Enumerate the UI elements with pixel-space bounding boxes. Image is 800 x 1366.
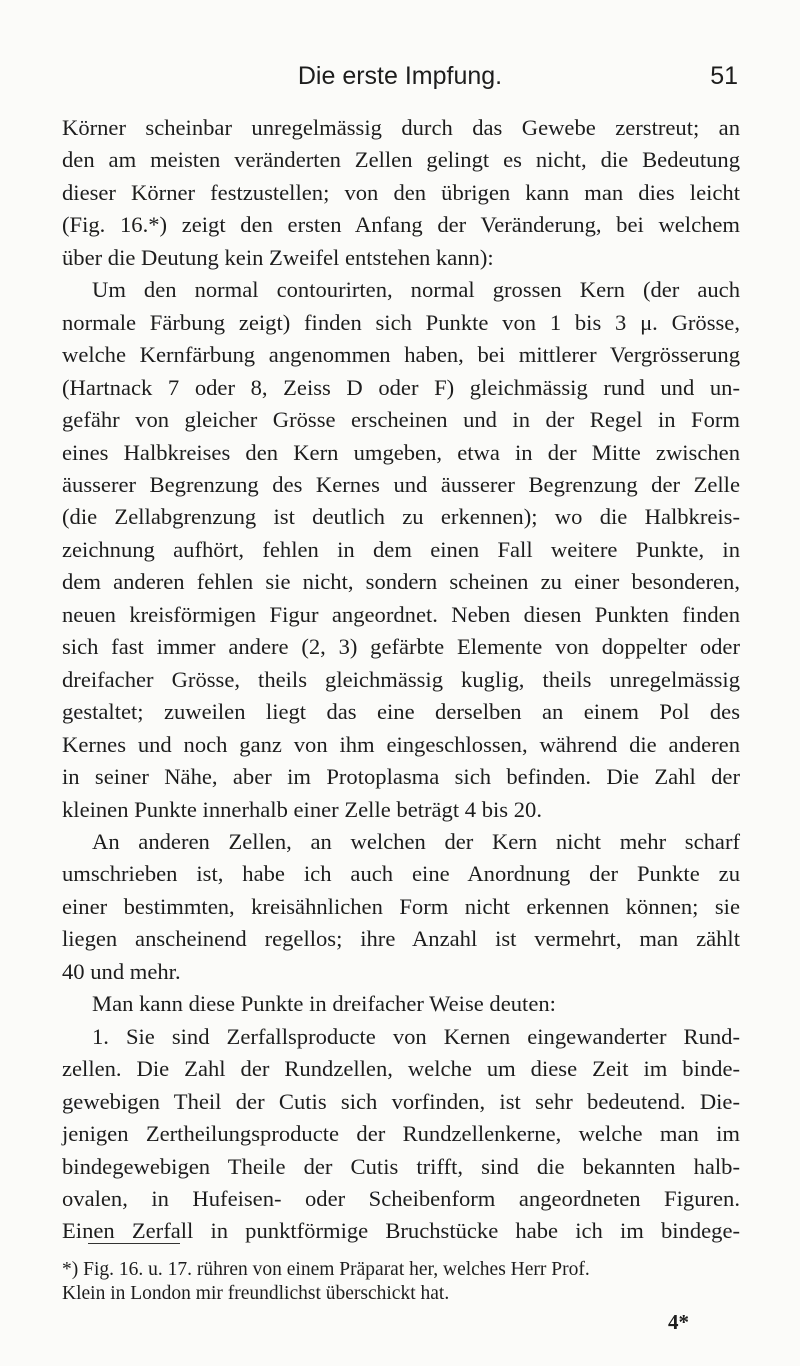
text-line: normale Färbung zeigt) finden sich Punkte von 1 bis 3 μ. Grösse, (62, 309, 740, 335)
text-line: liegen anscheinend regellos; ihre Anzahl ist vermehrt, man zählt (62, 926, 740, 952)
text-line: 40 und mehr. (62, 958, 181, 984)
text-line: (Fig. 16.*) zeigt den ersten Anfang der Veränderung, bei welchem (62, 212, 740, 238)
text-line: einer bestimmten, kreisähnlichen Form nicht erkennen können; sie (62, 893, 740, 919)
footnote (62, 1258, 738, 1306)
text-line: bindegewebigen Theile der Cutis trifft, sind die bekannten halb- (62, 1153, 740, 1179)
text-line: 1. Sie sind Zerfallsproducte von Kernen eingewanderter Rund- (92, 1023, 740, 1049)
text-line: (die Zellabgrenzung ist deutlich zu erkennen); wo die Halbkreis- (62, 504, 740, 530)
text-line: dem anderen fehlen sie nicht, sondern scheinen zu einer besonderen, (62, 569, 740, 595)
text-line: sich fast immer andere (2, 3) gefärbte Elemente von doppelter oder (62, 634, 740, 660)
text-line: gefähr von gleicher Grösse erscheinen und in der Regel in Form (62, 407, 740, 433)
text-line: welche Kernfärbung angenommen haben, bei mittlerer Vergrösserung (62, 342, 740, 368)
text-line: neuen kreisförmigen Figur angeordnet. Neben diesen Punkten finden (62, 601, 740, 627)
footnote-line: Klein in London mir freundlichst überschickt hat. (62, 1283, 450, 1304)
text-line: zellen. Die Zahl der Rundzellen, welche um diese Zeit im binde- (62, 1056, 740, 1082)
signature-mark: 4* (668, 1310, 689, 1334)
text-line: jenigen Zertheilungsproducte der Rundzellenkerne, welche man im (62, 1121, 740, 1147)
text-line: dreifacher Grösse, theils gleichmässig kuglig, theils unregelmässig (62, 666, 740, 692)
running-header (62, 62, 738, 96)
text-line: Körner scheinbar unregelmässig durch das Gewebe zerstreut; an (62, 115, 740, 140)
text-line: in seiner Nähe, aber im Protoplasma sich befinden. Die Zahl der (62, 764, 740, 790)
text-line: An anderen Zellen, an welchen der Kern nicht mehr scharf (92, 828, 740, 854)
text-line: Man kann diese Punkte in dreifacher Weise deuten: (92, 991, 556, 1017)
text-line: Um den normal contourirten, normal grossen Kern (der auch (92, 277, 740, 303)
footnote-divider (88, 1243, 180, 1244)
text-line: gestaltet; zuweilen liegt das eine derselben an einem Pol des (62, 699, 740, 725)
page-number: 51 (710, 62, 738, 90)
body-text (62, 112, 740, 1248)
text-line: den am meisten veränderten Zellen gelingt es nicht, die Bedeutung (62, 147, 740, 173)
text-line: (Hartnack 7 oder 8, Zeiss D oder F) gleichmässig rund und un- (62, 374, 740, 400)
text-line: eines Halbkreises den Kern umgeben, etwa in der Mitte zwischen (62, 439, 740, 465)
text-line: kleinen Punkte innerhalb einer Zelle beträgt 4 bis 20. (62, 796, 542, 822)
text-line: zeichnung aufhört, fehlen in dem einen Fall weitere Punkte, in (62, 536, 740, 562)
text-line: Kernes und noch ganz von ihm eingeschlossen, während die anderen (62, 731, 740, 757)
text-line: äusserer Begrenzung des Kernes und äusserer Begrenzung der Zelle (62, 471, 740, 497)
text-line: ovalen, in Hufeisen- oder Scheibenform angeordneten Figuren. (62, 1185, 740, 1211)
text-line: umschrieben ist, habe ich auch eine Anordnung der Punkte zu (62, 861, 740, 887)
text-line: gewebigen Theil der Cutis sich vorfinden, ist sehr bedeutend. Die- (62, 1088, 740, 1114)
text-line: dieser Körner festzustellen; von den übrigen kann man dies leicht (62, 179, 740, 205)
text-line: über die Deutung kein Zweifel entstehen kann): (62, 244, 494, 270)
page-title: Die erste Impfung. (297, 62, 503, 90)
text-line: Einen Zerfall in punktförmige Bruchstücke habe ich im bindege- (62, 1218, 740, 1244)
footnote-line: *) Fig. 16. u. 17. rühren von einem Präparat her, welches Herr Prof. (62, 1259, 590, 1280)
